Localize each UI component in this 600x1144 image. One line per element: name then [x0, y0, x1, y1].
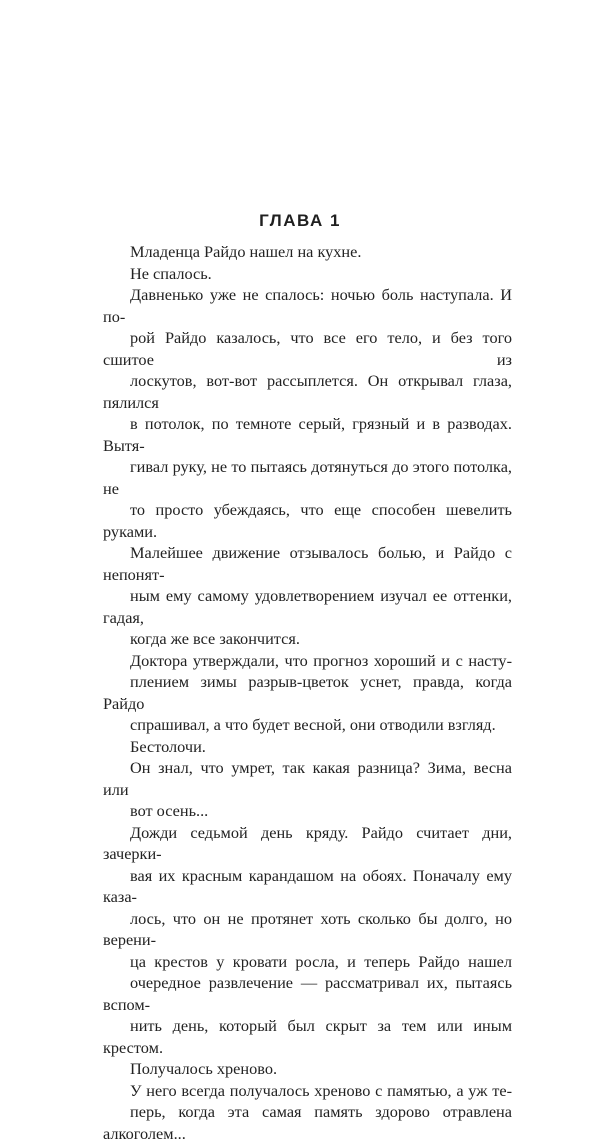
chapter-title: ГЛАВА 1 [0, 211, 600, 231]
text-line: ца крестов у кровати росла, и теперь Райдо нашел [103, 951, 512, 973]
text-line: рой Райдо казалось, что все его тело, и без того сшитое из [103, 327, 512, 370]
paragraph [103, 1058, 512, 1080]
text-line: Он знал, что умрет, так какая разница? Зима, весна или [103, 757, 512, 800]
chapter-text [103, 241, 512, 1144]
text-line: спрашивал, а что будет весной, они отводили взгляд. [103, 714, 512, 736]
text-line: Давненько уже не спалось: ночью боль наступала. И по- [103, 284, 512, 327]
paragraph [103, 1080, 512, 1144]
text-line: Малейшее движение отзывалось болью, и Райдо с непонят- [103, 542, 512, 585]
text-line: ным ему самому удовлетворением изучал ее оттенки, гадая, [103, 585, 512, 628]
text-line: вая их красным карандашом на обоях. Поначалу ему каза- [103, 865, 512, 908]
text-line: очередное развлечение — рассматривал их, пытаясь вспом- [103, 972, 512, 1015]
text-line: Бестолочи. [103, 736, 512, 758]
text-line: Доктора утверждали, что прогноз хороший и с насту- [103, 650, 512, 672]
paragraph [103, 757, 512, 822]
text-line: перь, когда эта самая память здорово отравлена алкоголем... [103, 1101, 512, 1144]
text-line: Получалось хреново. [103, 1058, 512, 1080]
text-line: Младенца Райдо нашел на кухне. [103, 241, 512, 263]
paragraph [103, 650, 512, 736]
paragraph [103, 263, 512, 285]
text-line: лось, что он не протянет хоть сколько бы долго, но верени- [103, 908, 512, 951]
text-line: лоскутов, вот-вот рассыплется. Он открывал глаза, пялился [103, 370, 512, 413]
text-line: в потолок, по темноте серый, грязный и в разводах. Вытя- [103, 413, 512, 456]
text-line: когда же все закончится. [103, 628, 512, 650]
text-line: гивал руку, не то пытаясь дотянуться до этого потолка, не [103, 456, 512, 499]
paragraph [103, 736, 512, 758]
paragraph [103, 284, 512, 650]
text-line: Не спалось. [103, 263, 512, 285]
text-line: нить день, который был скрыт за тем или иным крестом. [103, 1015, 512, 1058]
paragraph [103, 241, 512, 263]
text-line: то просто убеждаясь, что еще способен шевелить руками. [103, 499, 512, 542]
text-line: Дожди седьмой день кряду. Райдо считает дни, зачерки- [103, 822, 512, 865]
text-line: У него всегда получалось хреново с памятью, а уж те- [103, 1080, 512, 1102]
text-line: вот осень... [103, 800, 512, 822]
paragraph [103, 822, 512, 1059]
text-line: плением зимы разрыв-цветок уснет, правда, когда Райдо [103, 671, 512, 714]
